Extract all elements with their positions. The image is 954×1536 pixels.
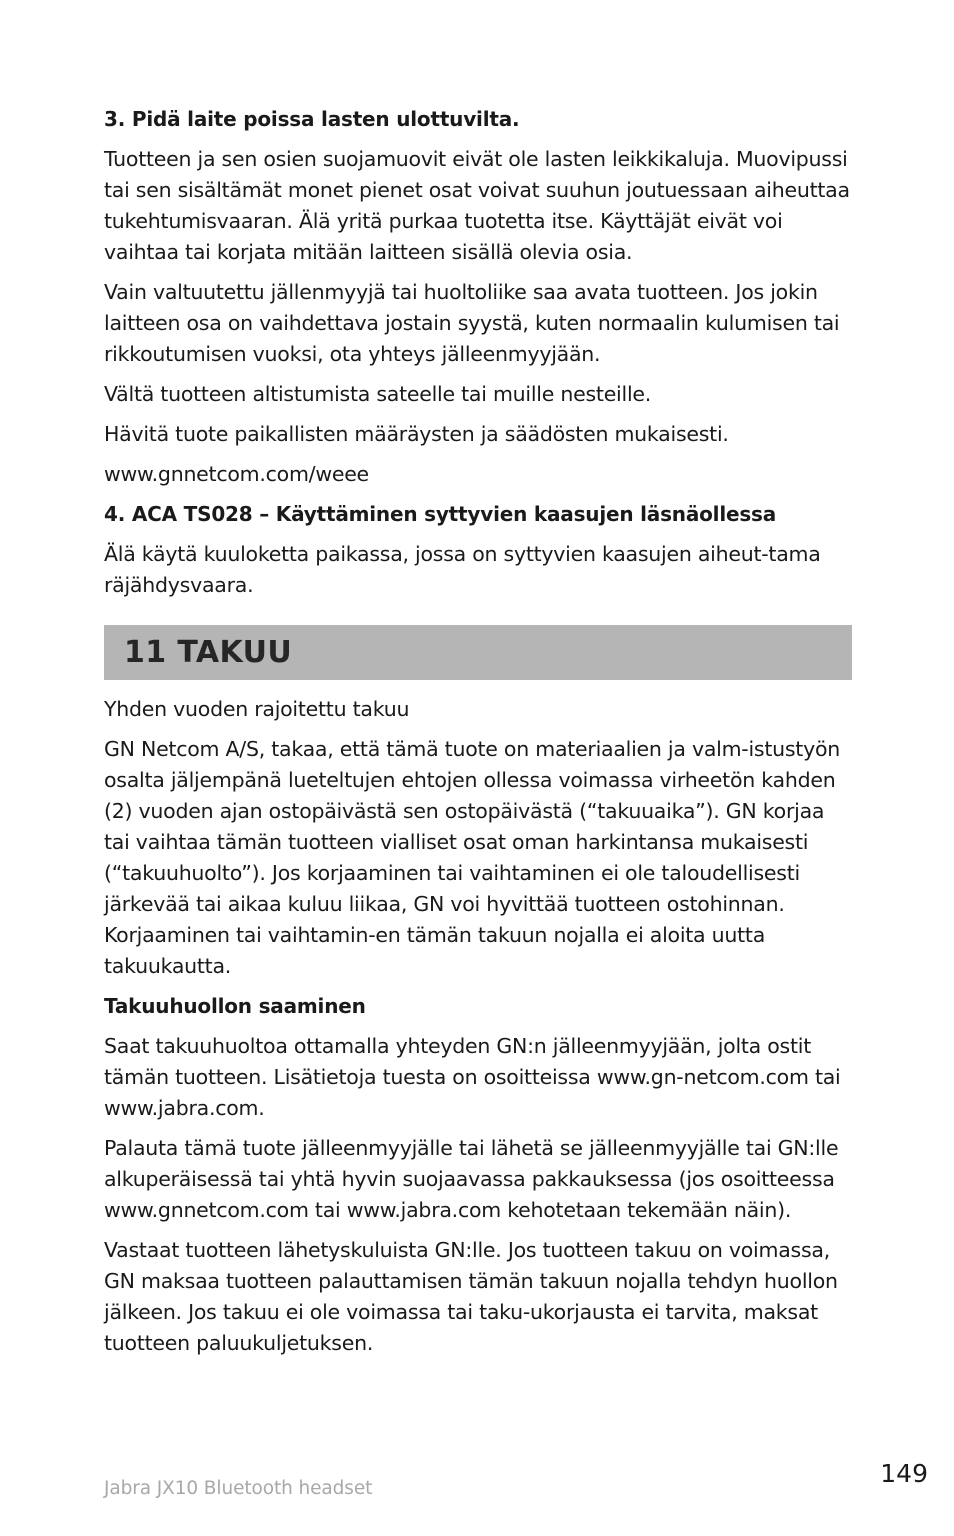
page-number: 149 xyxy=(880,1459,928,1488)
warning-3-paragraph-3: Vältä tuotteen altistumista sateelle tai muille nesteille. xyxy=(104,382,652,406)
weee-link[interactable]: www.gnnetcom.com/weee xyxy=(104,462,369,486)
section-header-bar xyxy=(104,625,852,680)
footer-product-name: Jabra JX10 Bluetooth headset xyxy=(104,1478,373,1499)
warranty-paragraph-1: GN Netcom A/S, takaa, että tämä tuote on materiaalien ja valm-istustyön osalta jäljempänä lueteltujen ehtojen ollessa voimassa virheetön kahden (2) vuoden ajan ostopäivästä sen ostopäivästä (“takuuaika”). GN korjaa tai vaihtaa tämän tuotteen vialliset osat oman harkintansa mukaisesti (“takuuhuolto”). Jos korjaaminen tai vaihtaminen ei ole taloudellisesti järkevää tai aikaa kuluu liikaa, GN voi hyvittää tuotteen ostohinnan. Korjaaminen tai vaihtamin-en tämän takuun nojalla ei aloita uutta takuukautta. xyxy=(104,737,840,978)
section-title: 11 TAKUU xyxy=(124,635,293,670)
warranty-paragraph-3: Palauta tämä tuote jälleenmyyjälle tai lähetä se jälleenmyyjälle tai GN:lle alkuperäisessä tai yhtä hyvin suojaavassa pakkauksessa (jos osoitteessa www.gnnetcom.com tai www.jabra.com kehotetaan tekemään näin). xyxy=(104,1136,839,1222)
warning-3-paragraph-2: Vain valtuutettu jällenmyyjä tai huoltoliike saa avata tuotteen. Jos jokin laitteen osa on vaihdettava jostain syystä, kuten normaalin kulumisen tai rikkoutumisen vuoksi, ota yhteys jälleenmyyjään. xyxy=(104,280,840,366)
page-content xyxy=(104,104,852,1368)
warranty-paragraph-4: Vastaat tuotteen lähetyskuluista GN:lle. Jos tuotteen takuu on voimassa, GN maksaa tuotteen palauttamisen tämän takuun nojalla tehdyn huollon jälkeen. Jos takuu ei ole voimassa tai taku-ukorjausta ei tarvita, maksat tuotteen paluukuljetuksen. xyxy=(104,1238,838,1355)
warning-4-paragraph: Älä käytä kuuloketta paikassa, jossa on syttyvien kaasujen aiheut-tama räjähdysvaara. xyxy=(104,542,821,597)
warning-3-paragraph-4: Hävitä tuote paikallisten määräysten ja säädösten mukaisesti. xyxy=(104,422,729,446)
warning-heading-4: 4. ACA TS028 – Käyttäminen syttyvien kaasujen läsnäollessa xyxy=(104,502,777,526)
warranty-intro: Yhden vuoden rajoitettu takuu xyxy=(104,697,410,721)
warranty-paragraph-2: Saat takuuhuoltoa ottamalla yhteyden GN:n jälleenmyyjään, jolta ostit tämän tuotteen. Lisätietoja tuesta on osoitteissa www.gn-netcom.com tai www.jabra.com. xyxy=(104,1034,841,1120)
warranty-service-heading: Takuuhuollon saaminen xyxy=(104,994,366,1018)
warning-heading-3: 3. Pidä laite poissa lasten ulottuvilta. xyxy=(104,107,520,131)
warning-3-paragraph-1: Tuotteen ja sen osien suojamuovit eivät ole lasten leikkikaluja. Muovipussi tai sen sisältämät monet pienet osat voivat suuhun joutuessaan aiheuttaa tukehtumisvaaran. Älä yritä purkaa tuotetta itse. Käyttäjät eivät voi vaihtaa tai korjata mitään laitteen sisällä olevia osia. xyxy=(104,147,850,264)
